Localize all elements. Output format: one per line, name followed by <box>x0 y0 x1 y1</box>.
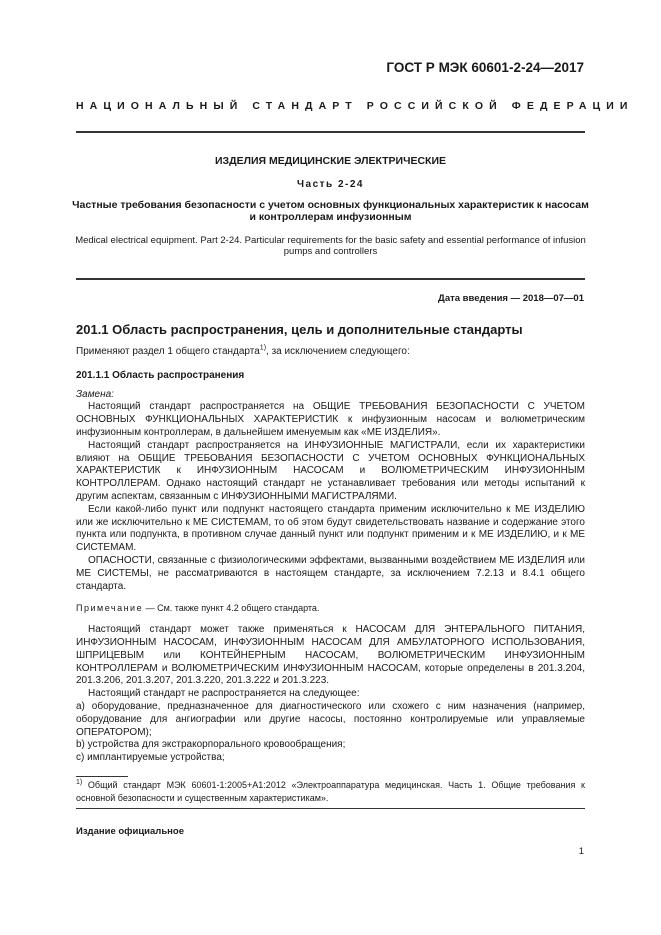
document-code: ГОСТ Р МЭК 60601-2-24—2017 <box>386 60 584 75</box>
national-standard-banner: НАЦИОНАЛЬНЫЙ СТАНДАРТ РОССИЙСКОЙ ФЕДЕРАЦИИ <box>76 100 634 112</box>
subsection-heading: 201.1.1 Область распространения <box>76 369 245 381</box>
list-item-b: b) устройства для экстракорпорального кровообращения; <box>76 739 346 751</box>
lead-paragraph <box>76 346 585 359</box>
note <box>76 602 585 615</box>
list-item-c: c) имплантируемые устройства; <box>76 752 225 764</box>
english-title <box>60 235 601 257</box>
paragraph-5: Настоящий стандарт может также применяться к НАСОСАМ ДЛЯ ЭНТЕРАЛЬНОГО ПИТАНИЯ, ИНФУЗИОННЫМ НАСОСАМ, ИНФУЗИОННЫМ НАСОСАМ ДЛЯ АМБУЛАТОРНОГО ИСПОЛЬЗОВАНИЯ, ШПРИЦЕВЫМ или КОНТЕЙНЕРНЫМ НАСОСАМ, ВОЛЮМЕТРИЧЕСКИМ ИНФУЗИОННЫМ КОНТРОЛЛЕРАМ и ВОЛЮМЕТРИЧЕСКИМ ИНФУЗИОННЫМ НАСОСАМ, которые определены в 201.3.204, 201.3.206, 201.3.207, 201.3.220, 201.3.222 и 201.3.223. <box>76 624 585 687</box>
footnote-text: Общий стандарт МЭК 60601-1:2005+А1:2012 «Электроаппаратура медицинская. Часть 1. Общие требования к основной безопасности и существенным характеристикам». <box>76 780 585 803</box>
footnote <box>76 779 585 804</box>
header-divider <box>76 131 585 133</box>
footnote-mark: 1) <box>76 779 83 786</box>
replacement-label: Замена: <box>76 388 114 400</box>
edition-label: Издание официальное <box>76 826 184 837</box>
footer-divider <box>76 808 585 809</box>
paragraph-4: ОПАСНОСТИ, связанные с физиологическими эффектами, вызванными воздействием МЕ ИЗДЕЛИЯ или МЕ СИСТЕМЫ, не рассматриваются в настоящем стандарте, за исключением 7.2.13 и 8.4.1 общего стандарта. <box>76 554 585 592</box>
paragraph-3: Если какой-либо пункт или подпункт настоящего стандарта применим исключительно к МЕ ИЗДЕЛИЮ или же исключительно к МЕ СИСТЕМАМ, то об этом будут свидетельствовать название и содержание этого пункта или подпункта, в противном случае данный пункт или подпункт применим и к МЕ ИЗДЕЛИЮ, и к МЕ СИСТЕМАМ. <box>76 503 585 554</box>
russian-title-text: Частные требования безопасности с учетом основных функциональных характеристик к насосам и контроллерам инфузионным <box>72 199 589 223</box>
paragraph-1: Настоящий стандарт распространяется на ОБЩИЕ ТРЕБОВАНИЯ БЕЗОПАСНОСТИ С УЧЕТОМ ОСНОВНЫХ ФУНКЦИОНАЛЬНЫХ ХАРАКТЕРИСТИК к инфузионным насосам и волюметрическим инфузионным контроллерам, в дальнейшем именуемым как «МЕ ИЗДЕЛИЯ». <box>76 401 585 438</box>
part-label: Часть 2-24 <box>297 179 364 190</box>
lead-text: Применяют раздел 1 общего стандарта <box>76 346 260 357</box>
page-number: 1 <box>578 846 584 857</box>
footnote-reference: 1) <box>259 344 267 352</box>
introduction-date: Дата введения — 2018—07—01 <box>438 293 584 304</box>
note-label: Примечание <box>76 603 144 614</box>
list-item-a: a) оборудование, предназначенное для диагностического или схожего с ним назначения (например, оборудование для ангиографии или другие насосы, постоянно контролируемые или управляемые ОПЕРАТОРОМ); <box>76 700 585 738</box>
title-divider <box>76 278 585 280</box>
paragraph-2: Настоящий стандарт распространяется на ИНФУЗИОННЫЕ МАГИСТРАЛИ, если их характеристики влияют на ОБЩИЕ ТРЕБОВАНИЯ БЕЗОПАСНОСТИ С УЧЕТОМ ОСНОВНЫХ ФУНКЦИОНАЛЬНЫХ ХАРАКТЕРИСТИК к ИНФУЗИОННЫМ НАСОСАМ и ВОЛЮМЕТРИЧЕСКИМ ИНФУЗИОННЫМ КОНТРОЛЛЕРАМ. Однако настоящий стандарт не устанавливает требования или методы испытаний к другим аспектам, связанным с ИНФУЗИОННЫМИ МАГИСТРАЛЯМИ. <box>76 439 585 502</box>
note-text: — См. также пункт 4.2 общего стандарта. <box>143 603 320 614</box>
footnote-divider <box>76 776 128 777</box>
title-line: ИЗДЕЛИЯ МЕДИЦИНСКИЕ ЭЛЕКТРИЧЕСКИЕ <box>214 155 447 167</box>
section-body <box>76 346 585 765</box>
english-title-text: Medical electrical equipment. Part 2-24. Particular requirements for the basic safety and essential performance of infusion pumps and controllers <box>75 235 586 257</box>
paragraph-6: Настоящий стандарт не распространяется на следующее: <box>88 688 360 700</box>
lead-tail: , за исключением следующего: <box>266 346 410 357</box>
section-heading: 201.1 Область распространения, цель и дополнительные стандарты <box>76 322 523 337</box>
russian-title <box>60 199 601 223</box>
